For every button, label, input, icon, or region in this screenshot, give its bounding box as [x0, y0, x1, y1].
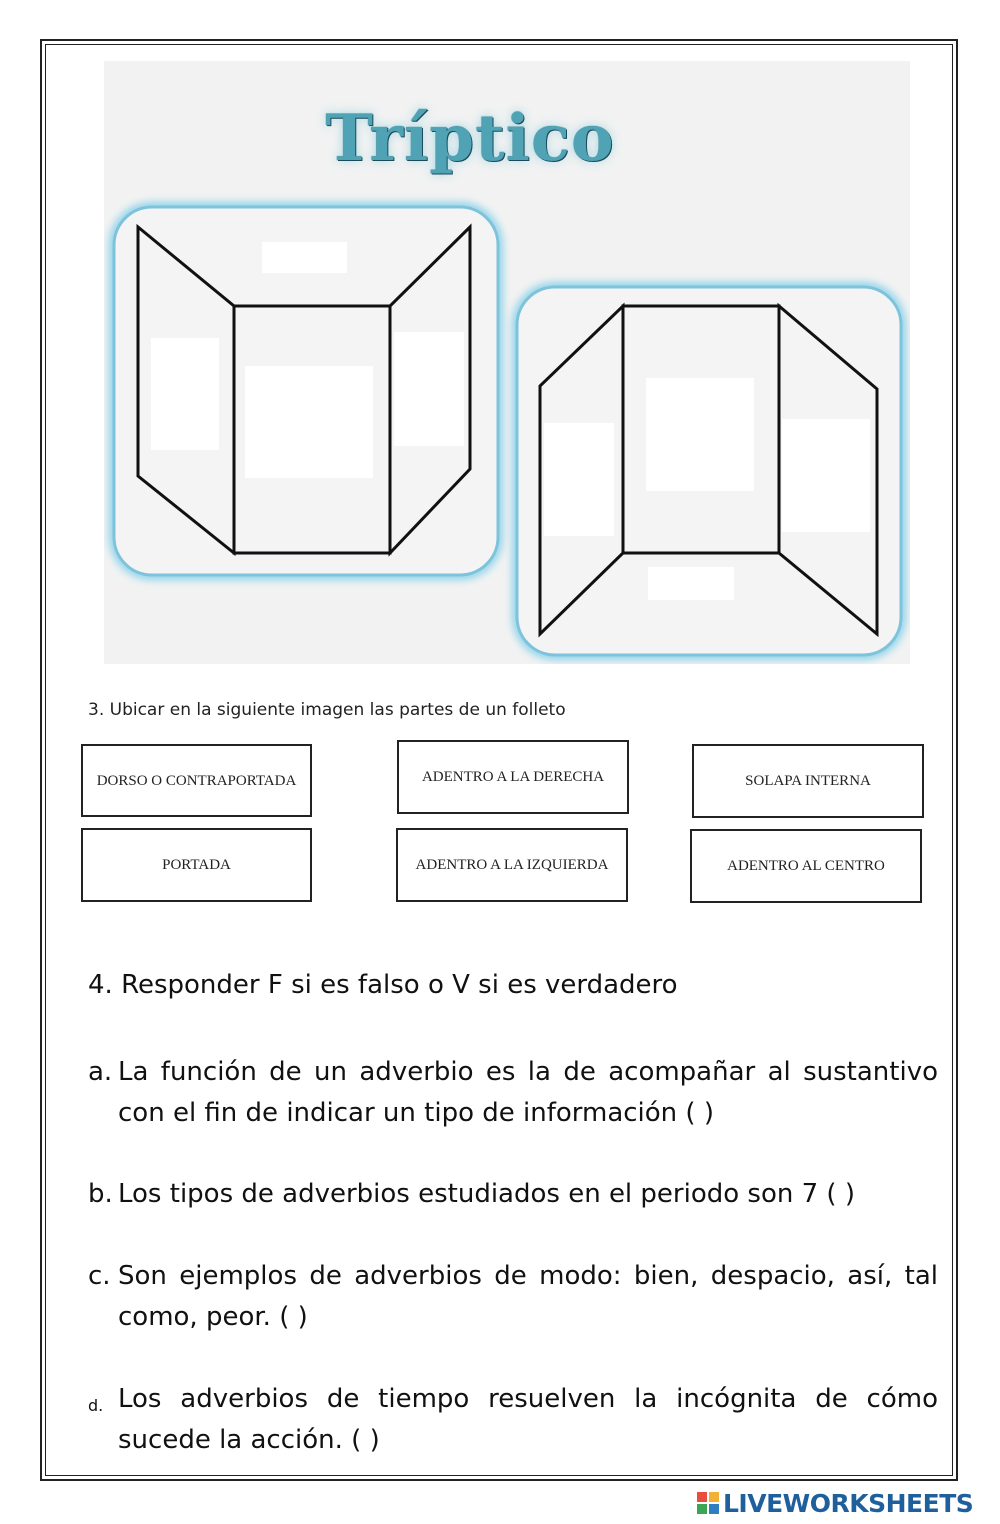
item-text: Los adverbios de tiempo resuelven la incógnita de cómo sucede la acción. ( )	[118, 1384, 938, 1455]
item-marker: c.	[88, 1261, 111, 1291]
label-adentro-centro[interactable]	[690, 829, 922, 903]
label-portada-text: PORTADA	[162, 857, 231, 873]
dropzone-left-right[interactable]	[394, 332, 464, 446]
item-marker: b.	[88, 1179, 113, 1209]
item-text: La función de un adverbio es la de acompañar al sustantivo con el fin de indicar un tipo de información ( )	[118, 1057, 938, 1128]
item-text: Los tipos de adverbios estudiados en el periodo son 7 ( )	[118, 1179, 855, 1209]
dropzone-right-center[interactable]	[646, 378, 754, 491]
item-marker: d.	[88, 1396, 104, 1415]
brand-name: LIVEWORKSHEETS	[723, 1488, 974, 1518]
illustration-title: Tríptico	[325, 101, 615, 176]
dropzone-right-right[interactable]	[782, 419, 870, 532]
label-adentro-derecha[interactable]	[397, 740, 629, 814]
label-adentro-izquierda-text: ADENTRO A LA IZQUIERDA	[415, 857, 609, 873]
label-adentro-centro-text: ADENTRO AL CENTRO	[727, 858, 885, 874]
item-marker: a.	[88, 1057, 113, 1087]
question-4-heading: 4. Responder F si es falso o V si es verdadero	[88, 970, 678, 1000]
label-solapa-interna[interactable]	[692, 744, 924, 818]
dropzone-right-left[interactable]	[544, 423, 614, 536]
dropzone-left-top[interactable]	[262, 242, 347, 273]
dropzone-right-bottom[interactable]	[648, 567, 734, 600]
item-text: Son ejemplos de adverbios de modo: bien, despacio, así, tal como, peor. ( )	[118, 1261, 938, 1332]
label-adentro-derecha-text: ADENTRO A LA DERECHA	[421, 769, 605, 785]
label-solapa-interna-text: SOLAPA INTERNA	[745, 773, 871, 789]
question-3-prompt: 3. Ubicar en la siguiente imagen las partes de un folleto	[88, 700, 566, 720]
label-dorso[interactable]	[81, 744, 312, 817]
question-item-b	[88, 1174, 938, 1215]
question-item-c	[88, 1256, 938, 1338]
question-item-a	[88, 1052, 938, 1134]
dropzone-left-center[interactable]	[245, 366, 373, 478]
liveworksheets-logo-icon	[697, 1492, 719, 1514]
label-portada[interactable]	[81, 828, 312, 902]
liveworksheets-brand[interactable]	[697, 1488, 973, 1518]
label-adentro-izquierda[interactable]	[396, 828, 628, 902]
label-dorso-text: DORSO O CONTRAPORTADA	[96, 772, 297, 789]
question-item-d	[88, 1379, 938, 1461]
dropzone-left-side[interactable]	[151, 338, 219, 450]
triptych-illustration	[104, 61, 910, 664]
